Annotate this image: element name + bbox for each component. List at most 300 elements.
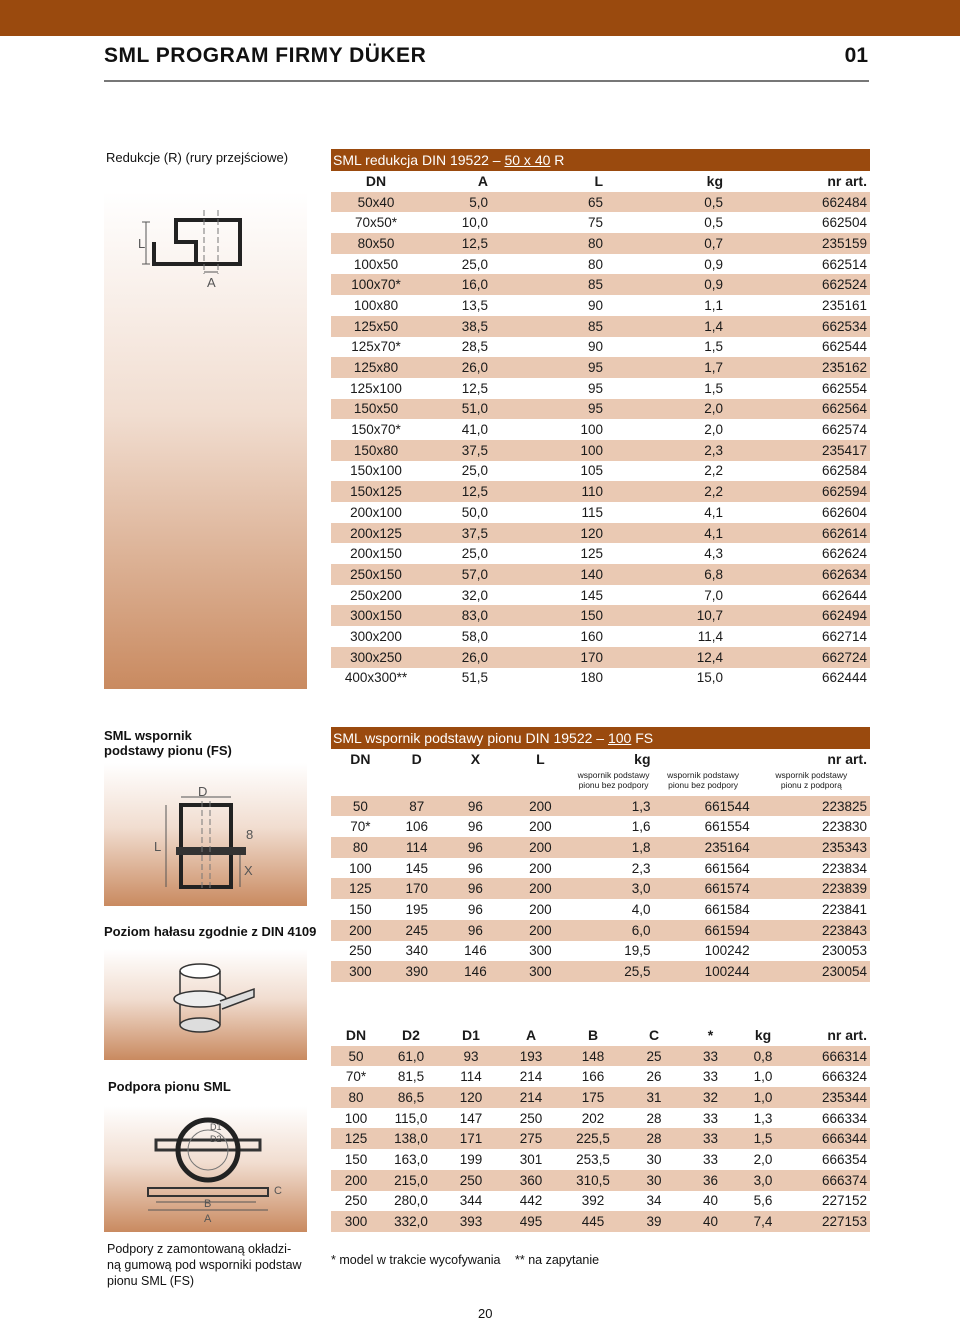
table-cell: 2,2 <box>606 481 726 502</box>
table-cell: 666354 <box>788 1149 870 1170</box>
table-cell: 5,0 <box>421 192 491 213</box>
table-cell: 1,5 <box>606 337 726 358</box>
table-cell: 110 <box>491 481 606 502</box>
table-cell: 28 <box>625 1128 683 1149</box>
table-row <box>331 1108 870 1129</box>
table-cell: 32,0 <box>421 585 491 606</box>
table-cell: 662644 <box>726 585 870 606</box>
table-cell: 225,5 <box>561 1128 625 1149</box>
table-row <box>331 796 870 817</box>
table-cell: 1,3 <box>738 1108 788 1129</box>
bracket-table-title: SML wspornik podstawy pionu DIN 19522 – 100 FS <box>331 727 870 749</box>
table-cell: 360 <box>501 1170 561 1191</box>
table-row <box>331 461 870 482</box>
table-cell: 662444 <box>726 668 870 689</box>
table-cell: 40 <box>683 1211 738 1232</box>
table-cell: 340 <box>390 941 444 962</box>
table-cell: 1,0 <box>738 1066 788 1087</box>
col-dn: DN <box>350 751 371 768</box>
table-cell: 661544 <box>654 796 753 817</box>
table-cell: 400x300** <box>331 668 421 689</box>
table-cell: 148 <box>561 1046 625 1067</box>
table-cell: 235162 <box>726 357 870 378</box>
dim-b: B <box>204 1198 212 1210</box>
table-cell: 150x80 <box>331 440 421 461</box>
col-kg: kg <box>706 173 723 190</box>
table-cell: 33 <box>683 1149 738 1170</box>
table-cell: 661594 <box>654 920 753 941</box>
table-cell: 106 <box>390 816 444 837</box>
table-cell: 30 <box>625 1149 683 1170</box>
table-cell: 100 <box>331 1108 381 1129</box>
header-rule <box>104 80 869 82</box>
table-cell: 12,4 <box>606 647 726 668</box>
table-cell: 227152 <box>788 1191 870 1212</box>
table-cell: 2,3 <box>606 440 726 461</box>
reduction-figure <box>104 192 307 689</box>
table-cell: 81,5 <box>381 1066 441 1087</box>
table-row <box>331 233 870 254</box>
col-kg: kg <box>754 1027 772 1044</box>
col-a: A <box>525 1027 537 1044</box>
table-cell: 202 <box>561 1108 625 1129</box>
table-cell: 666314 <box>788 1046 870 1067</box>
table-cell: 100244 <box>654 961 753 982</box>
table-cell: 125 <box>331 1128 381 1149</box>
table-cell: 39 <box>625 1211 683 1232</box>
table-cell: 200x150 <box>331 543 421 564</box>
table-cell: 300 <box>331 961 390 982</box>
table-cell: 28 <box>625 1108 683 1129</box>
table-cell: 200x125 <box>331 523 421 544</box>
table-cell: 215,0 <box>381 1170 441 1191</box>
table-cell: 125x70* <box>331 337 421 358</box>
table-cell: 37,5 <box>421 523 491 544</box>
table-cell: 4,1 <box>606 502 726 523</box>
table-cell: 25,0 <box>421 254 491 275</box>
table-cell: 4,0 <box>574 899 654 920</box>
table-cell: 1,8 <box>574 837 654 858</box>
table-cell: 25,0 <box>421 461 491 482</box>
table-row <box>331 1191 870 1212</box>
table-cell: 2,0 <box>738 1149 788 1170</box>
table-cell: 661584 <box>654 899 753 920</box>
table-cell: 26,0 <box>421 357 491 378</box>
table-row <box>331 647 870 668</box>
table-row <box>331 1149 870 1170</box>
table-cell: 150x125 <box>331 481 421 502</box>
table-cell: 1,0 <box>738 1087 788 1108</box>
table-cell: 87 <box>390 796 444 817</box>
table-cell: 666344 <box>788 1128 870 1149</box>
table-cell: 250 <box>331 1191 381 1212</box>
table-cell: 95 <box>491 399 606 420</box>
table-cell: 666324 <box>788 1066 870 1087</box>
table-cell: 146 <box>444 961 508 982</box>
col-d: D <box>411 751 422 768</box>
table-cell: 662604 <box>726 502 870 523</box>
table-cell: 33 <box>683 1108 738 1129</box>
table-cell: 666374 <box>788 1170 870 1191</box>
table-cell: 200 <box>507 878 573 899</box>
bracket-rows <box>331 796 870 982</box>
table-cell: 100 <box>491 419 606 440</box>
table-cell: 662514 <box>726 254 870 275</box>
table-cell: 1,4 <box>606 316 726 337</box>
dim-l: L <box>138 236 146 251</box>
table-cell: 662544 <box>726 337 870 358</box>
table-row <box>331 961 870 982</box>
table-cell: 200 <box>507 920 573 941</box>
table-row <box>331 1087 870 1108</box>
table-cell: 661574 <box>654 878 753 899</box>
table-cell: 15,0 <box>606 668 726 689</box>
table-row <box>331 357 870 378</box>
table-cell: 5,6 <box>738 1191 788 1212</box>
table-row <box>331 399 870 420</box>
table-cell: 36 <box>683 1170 738 1191</box>
table-cell: 662484 <box>726 192 870 213</box>
section-code: 01 <box>844 44 868 67</box>
table-cell: 662524 <box>726 274 870 295</box>
table-cell: 150 <box>491 605 606 626</box>
dim-x: X <box>244 863 253 878</box>
page-number: 20 <box>478 1306 493 1321</box>
table-row <box>331 1128 870 1149</box>
reduction-label: Redukcje (R) (rury przejściowe) <box>106 150 289 165</box>
table-row <box>331 564 870 585</box>
table-cell: 170 <box>491 647 606 668</box>
table-cell: 393 <box>441 1211 501 1232</box>
table-cell: 25,0 <box>421 543 491 564</box>
table-cell: 1,5 <box>738 1128 788 1149</box>
table-row <box>331 605 870 626</box>
table-row <box>331 837 870 858</box>
table-row <box>331 941 870 962</box>
table-row <box>331 440 870 461</box>
table-cell: 70x50* <box>331 212 421 233</box>
table-cell: 344 <box>441 1191 501 1212</box>
col-nr-art: nr art. <box>827 173 867 190</box>
table-cell: 171 <box>441 1128 501 1149</box>
table-cell: 392 <box>561 1191 625 1212</box>
table-row <box>331 254 870 275</box>
table-cell: 40 <box>683 1191 738 1212</box>
table-cell: 235417 <box>726 440 870 461</box>
table-cell: 200 <box>507 899 573 920</box>
bracket-3d-drawing <box>104 949 307 1060</box>
bracket-label: SML wspornik podstawy pionu (FS) <box>104 728 232 758</box>
table-cell: 245 <box>390 920 444 941</box>
table-cell: 0,9 <box>606 274 726 295</box>
table-cell: 200 <box>331 920 390 941</box>
table-row <box>331 502 870 523</box>
table-row <box>331 1211 870 1232</box>
table-cell: 662494 <box>726 605 870 626</box>
footnote-withdrawn: * model w trakcie wycofywania <box>331 1253 501 1267</box>
table-cell: 38,5 <box>421 316 491 337</box>
dim-c: C <box>274 1185 282 1197</box>
table-cell: 662724 <box>726 647 870 668</box>
table-cell: 230054 <box>753 961 870 982</box>
table-cell: 223843 <box>753 920 870 941</box>
table-cell: 80x50 <box>331 233 421 254</box>
table-cell: 146 <box>444 941 508 962</box>
table-cell: 34 <box>625 1191 683 1212</box>
table-cell: 80 <box>331 1087 381 1108</box>
col-d2: D2 <box>402 1027 420 1044</box>
table-cell: 19,5 <box>574 941 654 962</box>
table-cell: 33 <box>683 1046 738 1067</box>
table-cell: 1,7 <box>606 357 726 378</box>
table-cell: 105 <box>491 461 606 482</box>
table-cell: 100x70* <box>331 274 421 295</box>
table-cell: 147 <box>441 1108 501 1129</box>
table-cell: 96 <box>444 796 508 817</box>
table-cell: 300 <box>331 1211 381 1232</box>
col-dn: DN <box>365 173 387 190</box>
table-cell: 666334 <box>788 1108 870 1129</box>
table-cell: 0,5 <box>606 212 726 233</box>
table-row <box>331 1046 870 1067</box>
table-cell: 223841 <box>753 899 870 920</box>
table-row <box>331 192 870 213</box>
col-b: B <box>587 1027 599 1044</box>
table-row <box>331 899 870 920</box>
table-cell: 193 <box>501 1046 561 1067</box>
table-cell: 150 <box>331 1149 381 1170</box>
table-cell: 2,0 <box>606 419 726 440</box>
table-cell: 214 <box>501 1087 561 1108</box>
support-figure <box>104 1106 307 1232</box>
table-cell: 3,0 <box>574 878 654 899</box>
bracket-drawing <box>104 763 307 906</box>
table-row <box>331 295 870 316</box>
col-l: L <box>536 751 545 768</box>
table-cell: 662614 <box>726 523 870 544</box>
table-cell: 300x250 <box>331 647 421 668</box>
table-cell: 275 <box>501 1128 561 1149</box>
col-a: A <box>477 173 488 190</box>
table-cell: 13,5 <box>421 295 491 316</box>
reduction-table <box>331 171 870 688</box>
table-cell: 114 <box>441 1066 501 1087</box>
table-cell: 0,8 <box>738 1046 788 1067</box>
table-cell: 115,0 <box>381 1108 441 1129</box>
table-cell: 30 <box>625 1170 683 1191</box>
table-row <box>331 878 870 899</box>
table-cell: 80 <box>491 254 606 275</box>
table-cell: 223834 <box>753 858 870 879</box>
table-cell: 300x150 <box>331 605 421 626</box>
table-cell: 28,5 <box>421 337 491 358</box>
table-cell: 10,7 <box>606 605 726 626</box>
table-cell: 93 <box>441 1046 501 1067</box>
col-d1: D1 <box>462 1027 480 1044</box>
table-cell: 2,0 <box>606 399 726 420</box>
reduction-table-title: SML redukcja DIN 19522 – 50 x 40 R <box>331 149 870 171</box>
table-row <box>331 626 870 647</box>
sub-col-2: wspornik podstawy pionu bez podpory <box>667 769 739 790</box>
table-cell: 50 <box>331 796 390 817</box>
table-cell: 200 <box>507 837 573 858</box>
table-cell: 150x100 <box>331 461 421 482</box>
table-cell: 100x80 <box>331 295 421 316</box>
table-cell: 2,3 <box>574 858 654 879</box>
table-cell: 0,5 <box>606 192 726 213</box>
support-table <box>331 1025 870 1232</box>
col-dn: DN <box>345 1027 367 1044</box>
table-cell: 90 <box>491 295 606 316</box>
col-star: * <box>707 1027 714 1044</box>
table-row <box>331 523 870 544</box>
table-cell: 199 <box>441 1149 501 1170</box>
table-cell: 662714 <box>726 626 870 647</box>
table-cell: 140 <box>491 564 606 585</box>
support-label: Podpora pionu SML <box>108 1079 231 1094</box>
table-cell: 75 <box>491 212 606 233</box>
table-cell: 6,0 <box>574 920 654 941</box>
table-cell: 70* <box>331 816 390 837</box>
table-cell: 7,4 <box>738 1211 788 1232</box>
table-cell: 223839 <box>753 878 870 899</box>
table-cell: 332,0 <box>381 1211 441 1232</box>
table-cell: 37,5 <box>421 440 491 461</box>
reduction-drawing <box>104 192 307 302</box>
table-cell: 495 <box>501 1211 561 1232</box>
table-cell: 61,0 <box>381 1046 441 1067</box>
table-cell: 150x70* <box>331 419 421 440</box>
table-cell: 83,0 <box>421 605 491 626</box>
table-cell: 86,5 <box>381 1087 441 1108</box>
table-cell: 163,0 <box>381 1149 441 1170</box>
table-cell: 300 <box>507 961 573 982</box>
table-cell: 100x50 <box>331 254 421 275</box>
table-cell: 95 <box>491 357 606 378</box>
table-cell: 6,8 <box>606 564 726 585</box>
table-cell: 200 <box>331 1170 381 1191</box>
table-cell: 160 <box>491 626 606 647</box>
table-cell: 145 <box>390 858 444 879</box>
table-cell: 26 <box>625 1066 683 1087</box>
table-cell: 442 <box>501 1191 561 1212</box>
table-cell: 301 <box>501 1149 561 1170</box>
table-cell: 70* <box>331 1066 381 1087</box>
table-cell: 58,0 <box>421 626 491 647</box>
table-row <box>331 378 870 399</box>
table-cell: 661564 <box>654 858 753 879</box>
bracket-figure <box>104 763 307 906</box>
table-cell: 65 <box>491 192 606 213</box>
table-cell: 138,0 <box>381 1128 441 1149</box>
table-cell: 227153 <box>788 1211 870 1232</box>
bracket-table <box>331 749 870 982</box>
table-cell: 57,0 <box>421 564 491 585</box>
table-cell: 310,5 <box>561 1170 625 1191</box>
table-cell: 1,3 <box>574 796 654 817</box>
dim-d1: D1 <box>210 1122 222 1132</box>
table-cell: 85 <box>491 316 606 337</box>
table-cell: 2,2 <box>606 461 726 482</box>
page-title: SML PROGRAM FIRMY DÜKER <box>104 44 427 67</box>
bracket-3d-figure <box>104 949 307 1060</box>
table-cell: 662554 <box>726 378 870 399</box>
support-note: Podpory z zamontowaną okładzi- ną gumową pod wsporniki podstaw pionu SML (FS) <box>107 1242 302 1288</box>
table-cell: 300 <box>507 941 573 962</box>
table-cell: 662574 <box>726 419 870 440</box>
table-row <box>331 858 870 879</box>
table-cell: 235161 <box>726 295 870 316</box>
table-cell: 200 <box>507 796 573 817</box>
table-cell: 26,0 <box>421 647 491 668</box>
table-cell: 170 <box>390 878 444 899</box>
table-cell: 253,5 <box>561 1149 625 1170</box>
table-cell: 25,5 <box>574 961 654 982</box>
support-drawing <box>104 1106 307 1232</box>
table-cell: 166 <box>561 1066 625 1087</box>
table-cell: 96 <box>444 858 508 879</box>
table-cell: 80 <box>331 837 390 858</box>
table-cell: 145 <box>491 585 606 606</box>
table-row <box>331 1170 870 1191</box>
table-cell: 250x150 <box>331 564 421 585</box>
table-cell: 662504 <box>726 212 870 233</box>
table-cell: 100 <box>331 858 390 879</box>
table-cell: 125 <box>491 543 606 564</box>
table-cell: 80 <box>491 233 606 254</box>
table-cell: 662634 <box>726 564 870 585</box>
table-cell: 235164 <box>654 837 753 858</box>
table-cell: 7,0 <box>606 585 726 606</box>
col-l: L <box>594 173 603 190</box>
table-cell: 96 <box>444 899 508 920</box>
table-cell: 280,0 <box>381 1191 441 1212</box>
table-row <box>331 816 870 837</box>
table-row <box>331 585 870 606</box>
table-cell: 445 <box>561 1211 625 1232</box>
table-cell: 662584 <box>726 461 870 482</box>
table-cell: 50 <box>331 1046 381 1067</box>
table-cell: 150x50 <box>331 399 421 420</box>
table-cell: 250x200 <box>331 585 421 606</box>
table-cell: 662624 <box>726 543 870 564</box>
table-cell: 16,0 <box>421 274 491 295</box>
table-cell: 100 <box>491 440 606 461</box>
table-cell: 50,0 <box>421 502 491 523</box>
table-cell: 125x100 <box>331 378 421 399</box>
table-row <box>331 543 870 564</box>
table-cell: 51,5 <box>421 668 491 689</box>
table-cell: 214 <box>501 1066 561 1087</box>
table-cell: 0,9 <box>606 254 726 275</box>
col-x: X <box>470 751 481 768</box>
table-cell: 4,3 <box>606 543 726 564</box>
reduction-rows <box>331 192 870 689</box>
table-cell: 235343 <box>753 837 870 858</box>
table-cell: 180 <box>491 668 606 689</box>
table-cell: 12,5 <box>421 481 491 502</box>
table-cell: 200 <box>507 858 573 879</box>
table-row <box>331 337 870 358</box>
table-cell: 3,0 <box>738 1170 788 1191</box>
table-cell: 114 <box>390 837 444 858</box>
table-cell: 96 <box>444 816 508 837</box>
table-cell: 90 <box>491 337 606 358</box>
table-cell: 12,5 <box>421 233 491 254</box>
table-cell: 4,1 <box>606 523 726 544</box>
col-c: C <box>648 1027 660 1044</box>
table-cell: 230053 <box>753 941 870 962</box>
